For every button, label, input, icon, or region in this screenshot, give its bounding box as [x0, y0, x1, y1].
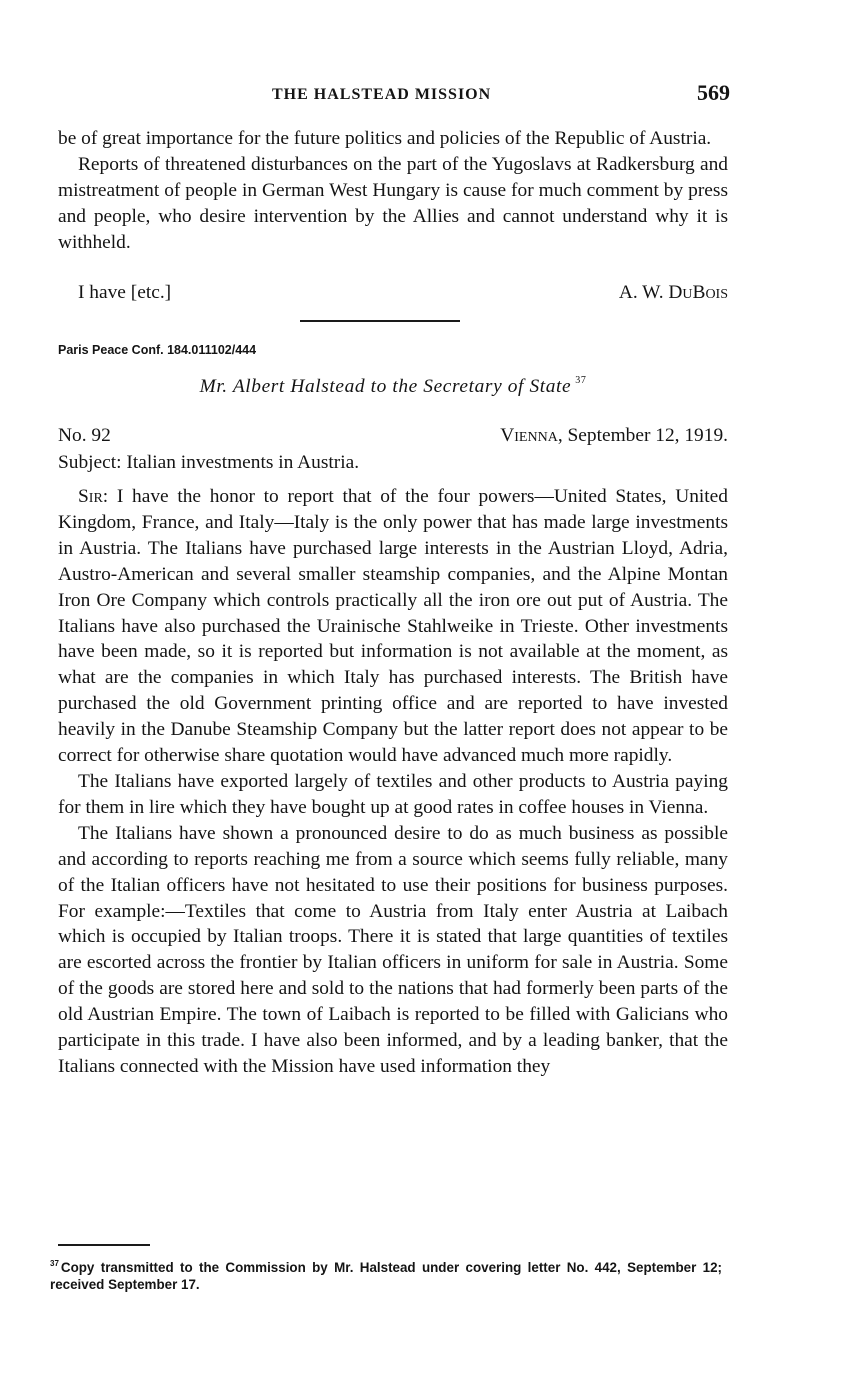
- previous-letter-paragraph: Reports of threatened disturbances on the part of the Yugoslavs at Radkersburg and mistreatment of people in German West Hungary is cause for much comment by press and people, who desire intervention by the Allies and cannot understand why it is withheld.: [58, 153, 728, 253]
- place-and-date: [500, 425, 728, 447]
- letter-paragraph: The Italians have shown a pronounced desire to do as much business as possible and according to reports reaching me from a source which seems fully reliable, many of the Italian officers have not hesitated to use their positions for business purposes. For example:—Textiles that come to Austria from Italy enter Austria at Laibach which is occupied by Italian troops. There it is stated that large quantities of textiles are escorted across the frontier by Italian officers in uniform for sale in Austria. Some of the goods are stored here and sold to the nations that had formerly been parts of the old Austrian Empire. The town of Laibach is reported to be filled with Galicians who participate in this trade. I have also been informed, and by a leading banker, that the Italians connected with the Mission have used information they: [58, 822, 728, 1077]
- section-divider: [300, 320, 460, 322]
- document-reference: Paris Peace Conf. 184.011102/444: [58, 343, 257, 357]
- salutation: Sir: [78, 486, 103, 507]
- letter-paragraph-text: : I have the honor to report that of the four powers—United States, United Kingdom, France, and Italy—Italy is the only power that has made large investments in Austria. The Italians have purchased large interests in the Austrian Lloyd, Adria, Austro-American and several smaller steamship companies, and the Alpine Montan Iron Ore Company which controls practically all the iron ore out put of Austria. The Italians have also purchased the Urainische Stahlweike in Trieste. Other investments have been made, so it is reported but information is not available at the moment, as what are the companies in which Italy has purchased interests. The British have purchased the old Government printing office and are reported to have invested heavily in the Danube Steamship Company but the latter report does not appear to be correct for otherwise share quotation would have advanced much more rapidly.: [58, 486, 728, 767]
- document-heading: [58, 375, 728, 398]
- letter-paragraph: The Italians have exported largely of textiles and other products to Austria paying for them in lire which they have bought up at good rates in coffee houses in Vienna.: [58, 770, 728, 818]
- letter-body: [58, 484, 728, 1080]
- page-number: 569: [697, 80, 730, 105]
- footnote-text: Copy transmitted to the Commission by Mr. Halstead under covering letter No. 442, September 12; received September 17.: [50, 1260, 722, 1292]
- previous-letter-paragraph: be of great importance for the future politics and policies of the Republic of Austria.: [58, 128, 712, 149]
- date: , September 12, 1919.: [557, 425, 728, 446]
- footnote-number: 37: [50, 1259, 59, 1268]
- document-number: No. 92: [58, 425, 111, 446]
- footnote-divider: [58, 1244, 150, 1246]
- letter-paragraph: [58, 484, 728, 769]
- previous-letter-text: [58, 126, 728, 256]
- place: Vienna: [500, 425, 558, 446]
- footnote: [50, 1255, 722, 1293]
- closing-line: [58, 282, 728, 308]
- running-title: THE HALSTEAD MISSION: [272, 86, 492, 103]
- subject-line: Subject: Italian investments in Austria.: [58, 452, 360, 473]
- closing: I have [etc.]: [78, 282, 172, 303]
- dateline: [58, 425, 728, 451]
- signature: A. W. DuBois: [618, 282, 728, 303]
- page-header: [58, 80, 730, 108]
- heading-text: Mr. Albert Halstead to the Secretary of State: [199, 376, 572, 397]
- footnote-marker: 37: [575, 375, 587, 386]
